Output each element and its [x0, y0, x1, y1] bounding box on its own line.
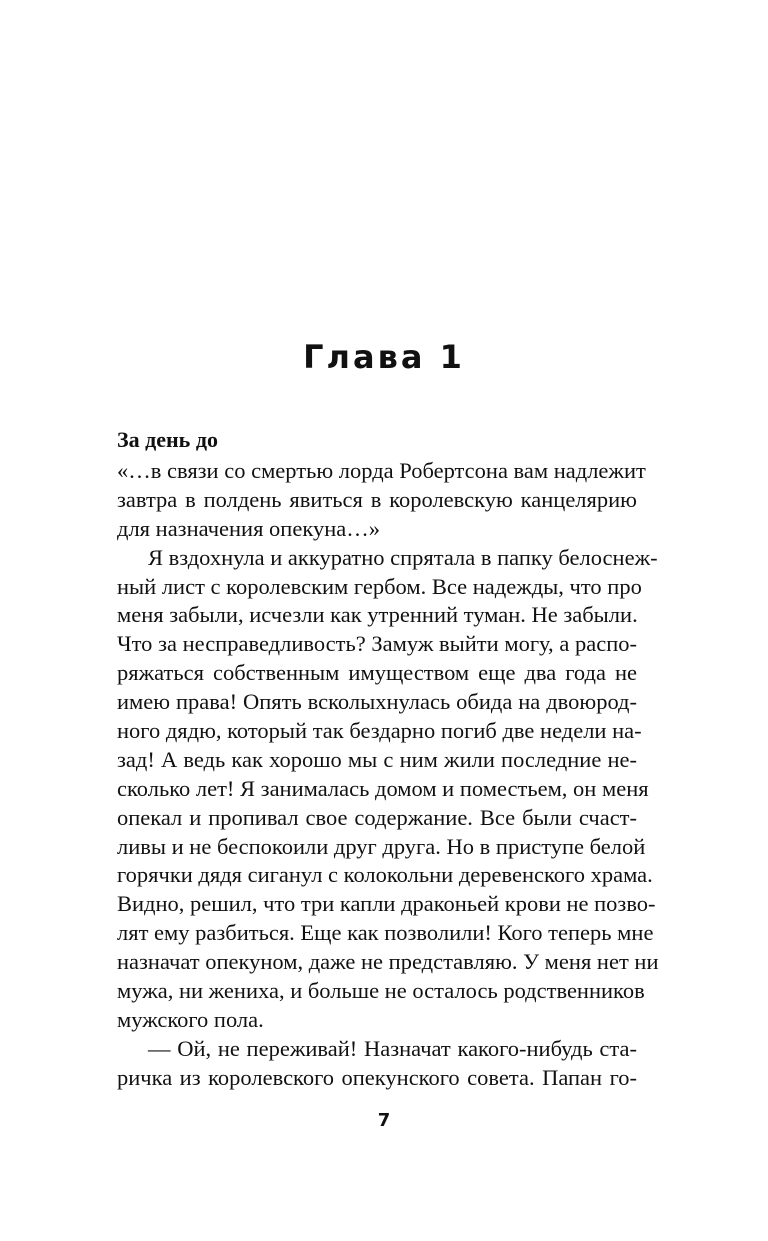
text-line: Видно, решил, что три капли драконьей крови не позво- [117, 891, 656, 917]
text-line: мужского пола. [117, 1006, 264, 1032]
text-line: имею права! Опять всколыхнулась обида на двоюрод- [117, 689, 637, 715]
text-line: опекал и пропивал свое содержание. Все были счаст- [117, 804, 637, 830]
text-line: назначат опекуном, даже не представляю. У меня нет ни [117, 949, 659, 975]
text-line: ливы и не беспокоили друг друга. Но в приступе белой [117, 833, 646, 859]
text-line: «…в связи со смертью лорда Робертсона вам надлежит [117, 458, 646, 483]
text-line: ричка из королевского опекунского совета. Папан го- [117, 1064, 637, 1090]
text-line: для назначения опекуна…» [117, 515, 380, 541]
text-line: лят ему разбиться. Еще как позволили! Кого теперь мне [117, 920, 654, 946]
text-line: ного дядю, который так бездарно погиб две недели на- [117, 718, 642, 744]
text-line: Я вздохнула и аккуратно спрятала в папку белоснеж- [148, 544, 658, 570]
chapter-title: Глава 1 [303, 338, 465, 376]
text-line: завтра в полдень явиться в королевскую канцелярию [117, 486, 637, 512]
text-line: мужа, ни жениха, и больше не осталось родственников [117, 978, 645, 1004]
text-line: — Ой, не переживай! Назначат какого-нибудь ста- [148, 1035, 637, 1061]
text-line: зад! А ведь как хорошо мы с ним жили последние не- [117, 746, 637, 772]
text-line: ряжаться собственным имуществом еще два года не [117, 660, 637, 686]
text-line: горячки дядя сиганул с колокольни деревенского храма. [117, 862, 653, 888]
text-line: ный лист с королевским гербом. Все надежды, что про [117, 573, 642, 599]
text-line: сколько лет! Я занималась домом и поместьем, он меня [117, 775, 649, 801]
page-number: 7 [377, 1110, 391, 1131]
body-text [117, 457, 659, 1093]
text-line: меня забыли, исчезли как утренний туман. Не забыли. [117, 602, 638, 628]
section-subheading: За день до [117, 427, 218, 452]
text-line: Что за несправедливость? Замуж выйти могу, а распо- [117, 631, 637, 657]
